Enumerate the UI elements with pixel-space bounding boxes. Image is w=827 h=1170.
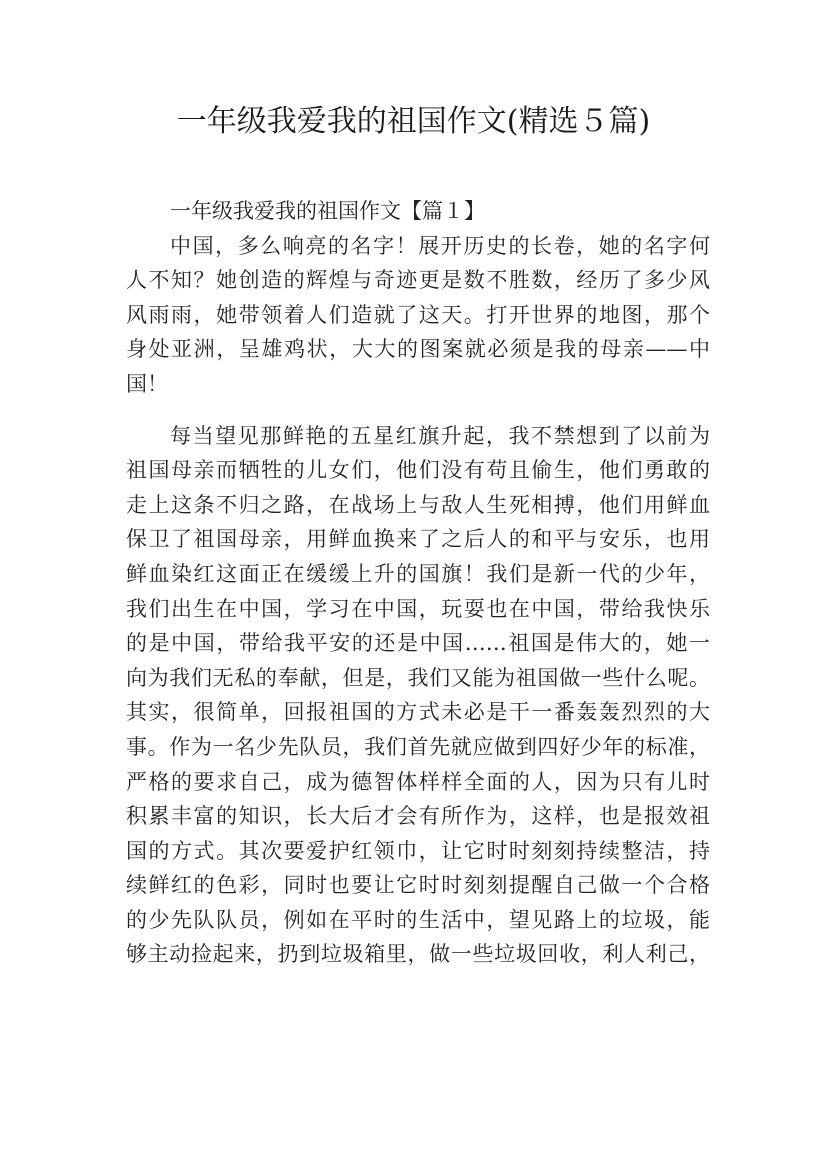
paragraph-line: 向为我们无私的奉献，但是，我们又能为祖国做一些什么呢。 xyxy=(126,665,710,690)
paragraph-line: 的是中国，带给我平安的还是中国……祖国是伟大的，她一 xyxy=(126,631,710,656)
paragraph-line: 走上这条不归之路，在战场上与敌人生死相搏，他们用鲜血 xyxy=(126,492,710,517)
paragraph-line: 严格的要求自己，成为德智体样样全面的人，因为只有儿时 xyxy=(126,769,710,794)
paragraph-line: 人不知？她创造的辉煌与奇迹更是数不胜数，经历了多少风 xyxy=(126,268,710,293)
paragraph-line: 够主动捡起来，扔到垃圾箱里，做一些垃圾回收，利人利己， xyxy=(126,942,710,967)
paragraph-line: 鲜血染红这面正在缓缓上升的国旗！我们是新一代的少年， xyxy=(126,561,710,586)
paragraph-line: 事。作为一名少先队员，我们首先就应做到四好少年的标准， xyxy=(126,734,710,759)
paragraph-line: 续鲜红的色彩，同时也要让它时时刻刻提醒自己做一个合格 xyxy=(126,873,710,898)
paragraph-line: 中国，多么响亮的名字！展开历史的长卷，她的名字何 xyxy=(170,233,710,258)
document-title: 一年级我爱我的祖国作文(精选５篇) xyxy=(176,104,651,139)
document-body xyxy=(126,194,710,972)
paragraph-line: 祖国母亲而牺牲的儿女们，他们没有苟且偷生，他们勇敢的 xyxy=(126,458,710,483)
paragraph-line: 其实，很简单，回报祖国的方式未必是干一番轰轰烈烈的大 xyxy=(126,700,710,725)
paragraph-line: 保卫了祖国母亲，用鲜血换来了之后人的和平与安乐，也用 xyxy=(126,527,710,552)
paragraph-line: 国的方式。其次要爱护红领巾，让它时时刻刻持续整洁，持 xyxy=(126,838,710,863)
paragraph-line: 每当望见那鲜艳的五星红旗升起，我不禁想到了以前为 xyxy=(170,423,710,448)
paragraph-gap xyxy=(126,402,710,419)
paragraph-line: 风雨雨，她带领着人们造就了这天。打开世界的地图，那个 xyxy=(126,302,710,327)
paragraph-line: 身处亚洲，呈雄鸡状，大大的图案就必须是我的母亲——中 xyxy=(126,337,710,362)
paragraph-line: 我们出生在中国，学习在中国，玩耍也在中国，带给我快乐 xyxy=(126,596,710,621)
section-heading: 一年级我爱我的祖国作文【篇１】 xyxy=(170,199,485,223)
paragraph-line: 积累丰富的知识，长大后才会有所作为，这样，也是报效祖 xyxy=(126,804,710,829)
paragraph-line: 的少先队队员，例如在平时的生活中，望见路上的垃圾，能 xyxy=(126,907,710,932)
paragraph-line: 国！ xyxy=(126,371,168,396)
